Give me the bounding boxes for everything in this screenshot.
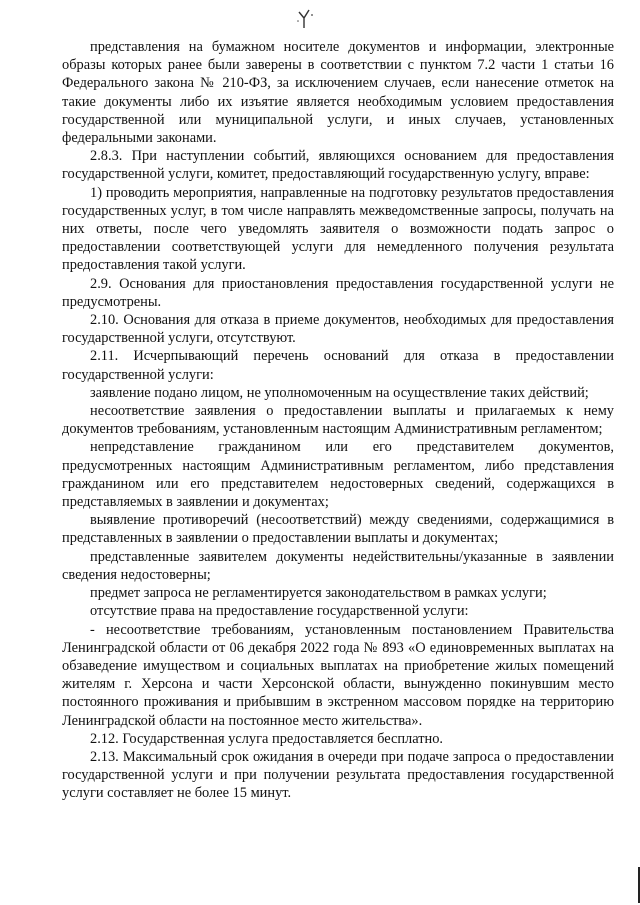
- refusal-reason-3: непредставление гражданином или его представителем документов, предусмотренных настоящим Административным регламентом, либо представления гражданином или его представителем недостоверных сведений, содержащихся в представляемых в заявлении и документах;: [62, 439, 614, 511]
- paragraph-2-8-3-item-1: 1) проводить мероприятия, направленные на подготовку результатов предоставления государственных услуг, в том числе направлять межведомственные запросы, получать на них ответы, после чего уведомлять заявителя о возможности подать запрос о предоставлении соответствующей услуги для немедленного получения результата предоставления такой услуги.: [62, 184, 614, 274]
- paragraph-2-13: 2.13. Максимальный срок ожидания в очереди при подаче запроса о предоставлении государственной услуги и при получении результата предоставления государственной услуги составляет не более 15 минут.: [62, 748, 614, 802]
- paragraph-2-9: 2.9. Основания для приостановления предоставления государственной услуги не предусмотрены.: [62, 275, 614, 310]
- paragraph-1: представления на бумажном носителе документов и информации, электронные образы которых ранее были заверены в соответствии с пунктом 7.2 части 1 статьи 16 Федерального закона № 210-ФЗ, за исключением случаев, если нанесение отметок на такие документы либо их изъятие является необходимым условием предоставления государственной или муниципальной услуги, и иных случаев, установленных федеральными законами.: [62, 39, 614, 147]
- paragraph-2-8-3: 2.8.3. При наступлении событий, являющихся основанием для предоставления государственной услуги, комитет, предоставляющий государственную услугу, вправе:: [62, 148, 614, 183]
- refusal-reason-2: несоответствие заявления о предоставлении выплаты и прилагаемых к нему документов требованиям, установленным настоящим Административным регламентом;: [62, 403, 614, 438]
- refusal-reason-5: представленные заявителем документы недействительны/указанные в заявлении сведения недостоверны;: [62, 548, 614, 583]
- refusal-reason-1: заявление подано лицом, не уполномоченным на осуществление таких действий;: [90, 384, 589, 401]
- refusal-reason-6: предмет запроса не регламентируется законодательством в рамках услуги;: [90, 585, 547, 602]
- paragraph-2-10: 2.10. Основания для отказа в приеме документов, необходимых для предоставления государственной услуги, отсутствуют.: [62, 312, 614, 347]
- refusal-reason-7-detail: - несоответствие требованиям, установленным постановлением Правительства Ленинградской области от 06 декабря 2022 года № 893 «О единовременных выплатах на обзаведение имуществом и социальных выплатах на приобретение жилых помещений жителям г. Херсона и части Херсонской области, вынужденно покинувшим место постоянного проживания и прибывшим в экстренном массовом порядке на территорию Ленинградской области на постоянное место жительства».: [62, 621, 614, 729]
- scan-edge-mark: [626, 865, 640, 905]
- refusal-reason-4: выявление противоречий (несоответствий) между сведениями, содержащимися в представленных в заявлении о предоставлении выплаты и документах;: [62, 512, 614, 547]
- paragraph-2-11: 2.11. Исчерпывающий перечень оснований для отказа в предоставлении государственной услуги:: [62, 348, 614, 383]
- paragraph-2-12: 2.12. Государственная услуга предоставляется бесплатно.: [90, 730, 444, 747]
- scan-mark: [295, 6, 317, 32]
- document-body: [62, 38, 614, 803]
- refusal-reason-7: отсутствие права на предоставление государственной услуги:: [90, 603, 469, 620]
